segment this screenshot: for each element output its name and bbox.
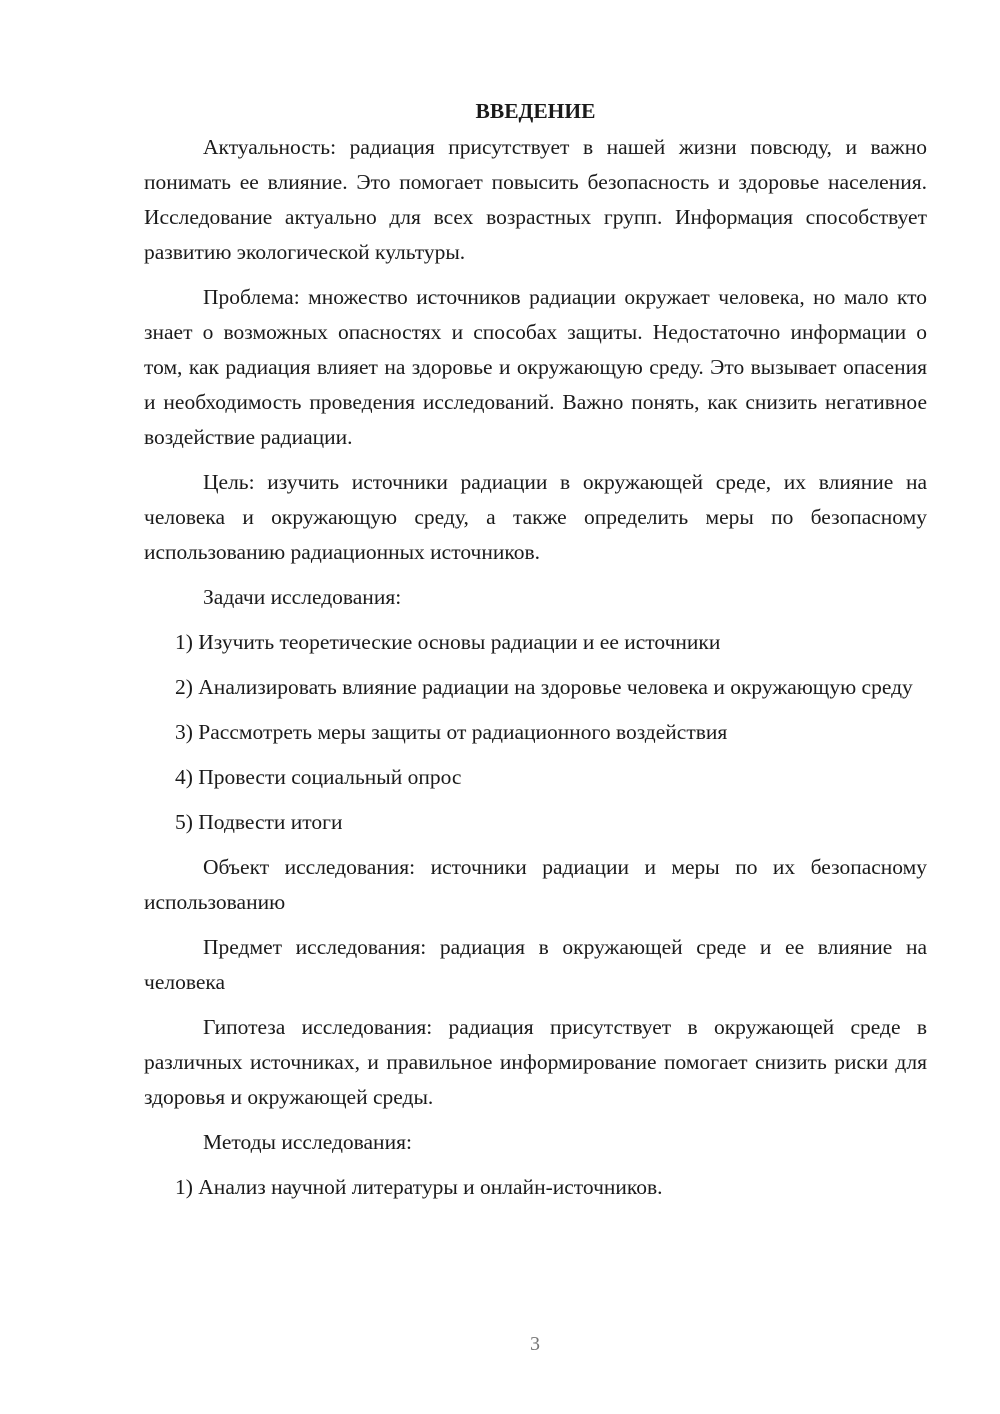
method-item-1: 1) Анализ научной литературы и онлайн-источников. bbox=[175, 1175, 663, 1199]
methods-heading: Методы исследования: bbox=[203, 1130, 412, 1154]
hypothesis-paragraph: Гипотеза исследования: радиация присутствует в окружающей среде в различных источниках, и правильное информирование помогает снизить риски для здоровья и окружающей среды. bbox=[144, 1015, 927, 1109]
task-item-2: 2) Анализировать влияние радиации на здоровье человека и окружающую среду bbox=[175, 675, 913, 699]
goal-paragraph: Цель: изучить источники радиации в окружающей среде, их влияние на человека и окружающую среду, а также определить меры по безопасному использованию радиационных источников. bbox=[144, 470, 927, 564]
task-item-1: 1) Изучить теоретические основы радиации и ее источники bbox=[175, 630, 721, 654]
subject-paragraph: Предмет исследования: радиация в окружающей среде и ее влияние на человека bbox=[144, 935, 927, 994]
task-item-3: 3) Рассмотреть меры защиты от радиационного воздействия bbox=[175, 720, 728, 744]
section-title: ВВЕДЕНИЕ bbox=[475, 99, 596, 123]
relevance-paragraph: Актуальность: радиация присутствует в нашей жизни повсюду, и важно понимать ее влияние. Это помогает повысить безопасность и здоровье населения. Исследование актуально для всех возрастных групп. Информация способствует развитию экологической культуры. bbox=[144, 135, 927, 264]
tasks-heading: Задачи исследования: bbox=[203, 585, 402, 609]
task-item-5: 5) Подвести итоги bbox=[175, 810, 343, 834]
task-item-4: 4) Провести социальный опрос bbox=[175, 765, 462, 789]
document-page bbox=[144, 96, 927, 1215]
page-number: 3 bbox=[530, 1333, 540, 1355]
object-paragraph: Объект исследования: источники радиации и меры по их безопасному использованию bbox=[144, 855, 927, 914]
problem-paragraph: Проблема: множество источников радиации окружает человека, но мало кто знает о возможных опасностях и способах защиты. Недостаточно информации о том, как радиация влияет на здоровье и окружающую среду. Это вызывает опасения и необходимость проведения исследований. Важно понять, как снизить негативное воздействие радиации. bbox=[144, 285, 927, 449]
